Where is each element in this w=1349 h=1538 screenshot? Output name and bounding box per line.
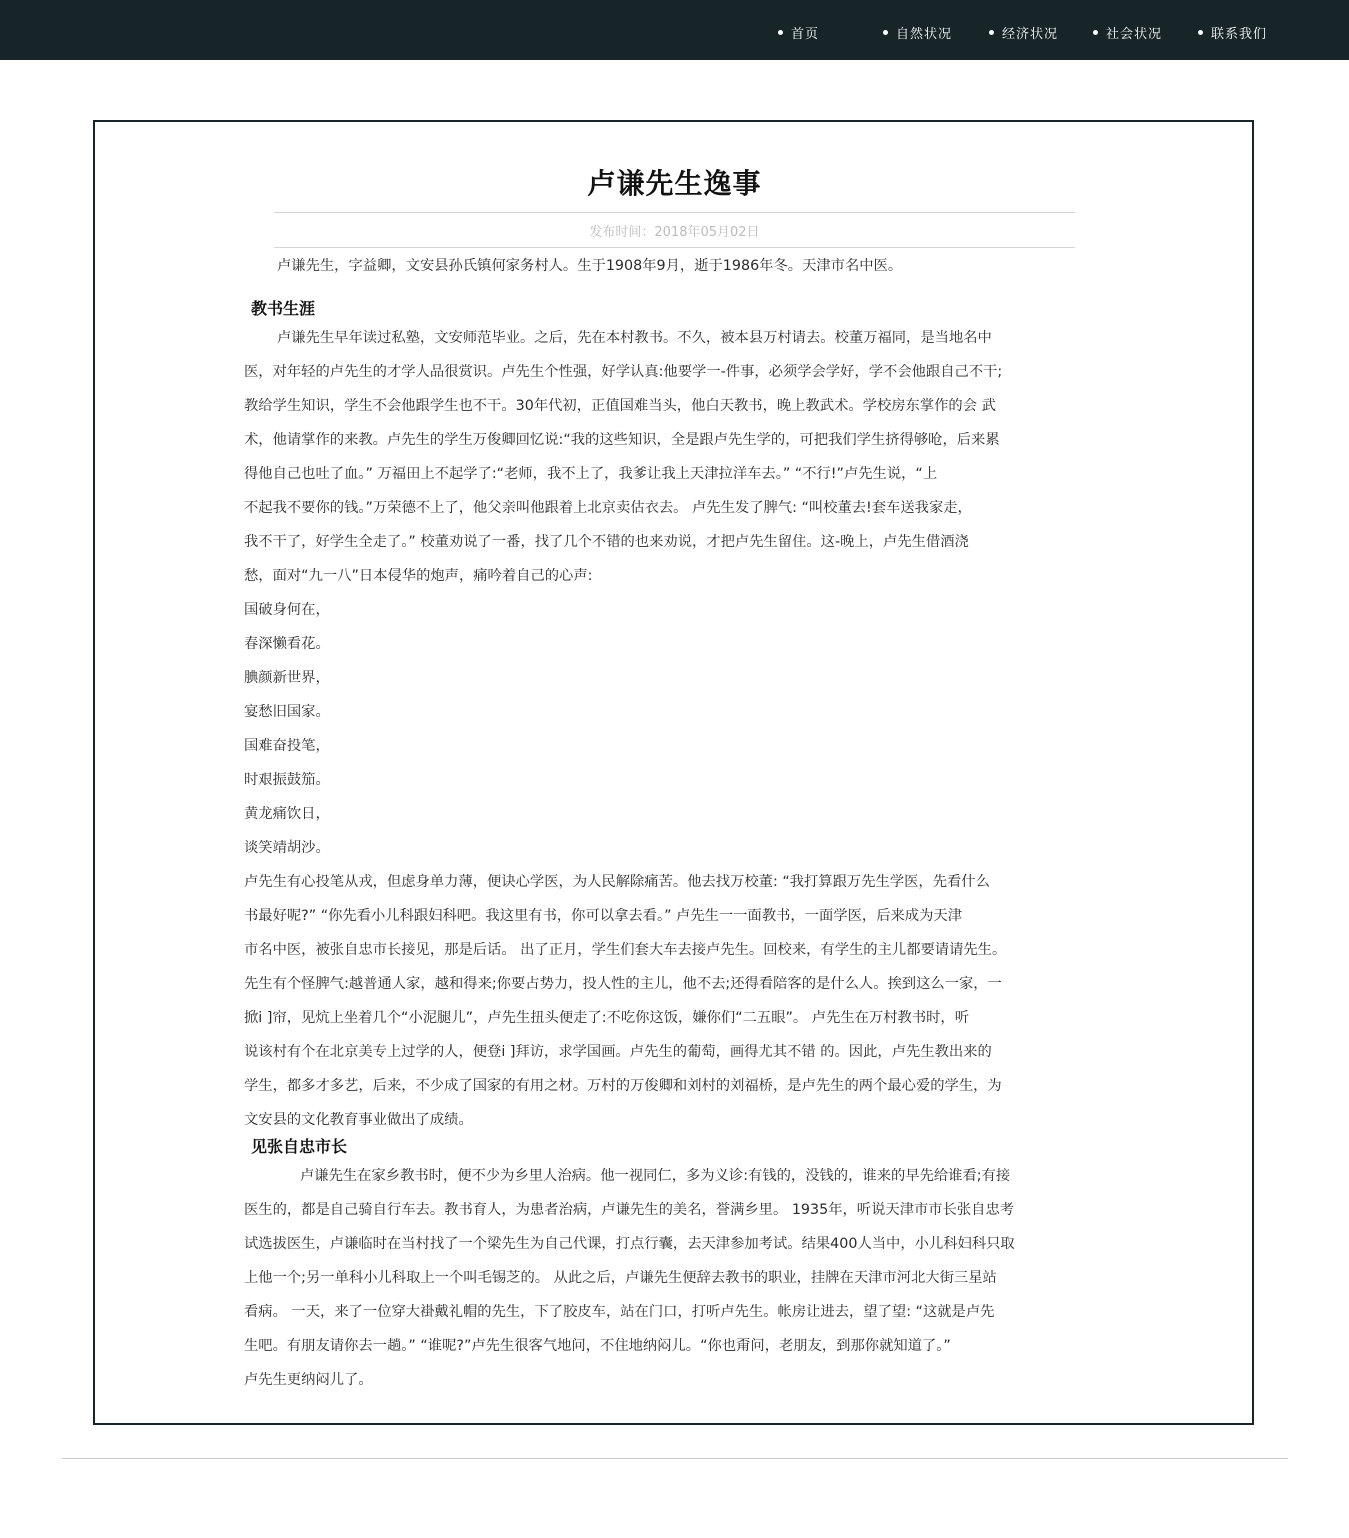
nav-item-society[interactable] xyxy=(1093,22,1162,42)
poem-line: 春深懒看花。 xyxy=(244,636,330,652)
paragraph-line: 教给学生知识，学生不会他跟学生也不干。30年代初，正值国难当头，他白天教书，晚上教武术。学校房东掌作的会 武 xyxy=(244,398,996,414)
article-title: 卢谦先生逸事 xyxy=(587,167,762,200)
paragraph-line: 上他一个;另一单科小儿科取上一个叫毛锡芝的。 从此之后，卢谦先生便辞去教书的职业，挂牌在天津市河北大街三星站 xyxy=(244,1270,997,1286)
section-heading: 见张自忠市长 xyxy=(251,1137,348,1156)
paragraph-line: 看病。 一天，来了一位穿大褂戴礼帽的先生，下了胶皮车，站在门口，打听卢先生。帐房让进去，望了望: “这就是卢先 xyxy=(244,1304,995,1320)
paragraph-line: 卢先生有心投笔从戎，但虑身单力薄，便诀心学医，为人民解除痛苦。他去找万校董: “我打算跟万先生学医，先看什么 xyxy=(244,874,990,890)
poem-line: 腆颜新世界， xyxy=(244,670,330,686)
publish-date: 发布时间：2018年05月02日 xyxy=(589,225,760,240)
paragraph-line: 术，他请掌作的来教。卢先生的学生万俊卿回忆说:“我的这些知识，全是跟卢先生学的，可把我们学生挤得够呛，后来累 xyxy=(244,432,1000,448)
bullet-icon xyxy=(1093,30,1098,35)
poem-line: 谈笑靖胡沙。 xyxy=(244,840,330,856)
paragraph-line: 卢先生更纳闷儿了。 xyxy=(244,1372,373,1388)
top-nav-bar xyxy=(0,0,1349,60)
paragraph-line: 掀i ]帘，见炕上坐着几个“小泥腿儿”，卢先生扭头便走了:不吃你这饭，嫌你们“二五眼”。 卢先生在万村教书时，听 xyxy=(244,1010,970,1026)
bullet-icon xyxy=(778,30,783,35)
nav-item-label: 经济状况 xyxy=(1002,26,1059,42)
poem-line: 国破身何在， xyxy=(244,602,330,618)
poem-line: 国难奋投笔， xyxy=(244,738,330,754)
paragraph-line: 愁，面对“九一八”日本侵华的炮声，痛吟着自己的心声: xyxy=(244,568,593,584)
nav-item-label: 自然状况 xyxy=(896,26,953,42)
bullet-icon xyxy=(1198,30,1203,35)
paragraph-line: 医生的，都是自己骑自行车去。教书育人，为患者治病，卢谦先生的美名，誉满乡里。 1935年，听说天津市市长张自忠考 xyxy=(244,1202,1015,1218)
paragraph-line: 我不干了，好学生全走了。” 校董劝说了一番，找了几个不错的也来劝说，才把卢先生留住。这-晚上，卢先生借酒浇 xyxy=(244,534,969,550)
paragraph-line: 医，对年轻的卢先生的才学人品很赏识。卢先生个性强，好学认真:他要学一-件事，必须学会学好，学不会他跟自己不干; xyxy=(244,364,1003,380)
poem-line: 黄龙痛饮日， xyxy=(244,806,330,822)
paragraph-line: 市名中医，被张自忠市长接见，那是后话。 出了正月，学生们套大车去接卢先生。回校来，有学生的主儿都要请请先生。 xyxy=(244,942,1007,958)
paragraph-line: 说该村有个在北京美专上过学的人，便登i ]拜访，求学国画。卢先生的葡萄，画得尤其不错 的。因此，卢先生教出来的 xyxy=(244,1044,992,1060)
paragraph-line: 试选拔医生，卢谦临时在当村找了一个梁先生为自己代课，打点行囊，去天津参加考试。结果400人当中，小儿科妇科只取 xyxy=(244,1236,1015,1252)
paragraph-line: 学生，都多才多艺，后来，不少成了国家的有用之材。万村的万俊卿和刘村的刘福桥，是卢先生的两个最心爱的学生，为 xyxy=(244,1078,1002,1094)
paragraph-line: 书最好呢?” “你先看小儿科跟妇科吧。我这里有书，你可以拿去看。” 卢先生一一面教书，一面学医，后来成为天津 xyxy=(244,908,962,924)
poem-line: 宴愁旧国家。 xyxy=(244,704,330,720)
paragraph-line: 生吧。有朋友请你去一趟。” “谁呢?”卢先生很客气地问，不住地纳闷儿。“你也甭问，老朋友，到那你就知道了。” xyxy=(244,1338,951,1354)
paragraph-line: 先生有个怪脾气:越普通人家，越和得来;你要占势力，投人性的主儿，他不去;还得看陪客的是什么人。挨到这么一家，一 xyxy=(244,976,1002,992)
paragraph-line: 文安县的文化教育事业做出了成绩。 xyxy=(244,1112,473,1128)
nav-item-label: 联系我们 xyxy=(1211,26,1268,42)
date-divider xyxy=(274,247,1075,248)
nav-item-label: 社会状况 xyxy=(1106,26,1163,42)
nav-item-home[interactable] xyxy=(778,22,819,42)
nav-item-economy[interactable] xyxy=(989,22,1058,42)
title-divider xyxy=(274,212,1075,213)
paragraph-line: 不起我不要你的钱。”万荣德不上了，他父亲叫他跟着上北京卖估衣去。 卢先生发了脾气: “叫校董去!套车送我家走， xyxy=(244,500,972,516)
paragraph-line: 得他自己也吐了血。” 万福田上不起学了:“老师，我不上了，我爹让我上天津拉洋车去。” “不行!”卢先生说，“上 xyxy=(244,466,938,482)
nav-item-natural[interactable] xyxy=(883,22,952,42)
bullet-icon xyxy=(883,30,888,35)
section-heading: 教书生涯 xyxy=(251,299,316,318)
poem-line: 时艰振鼓笳。 xyxy=(244,772,330,788)
paragraph-line: 卢谦先生早年读过私塾，文安师范毕业。之后，先在本村教书。不久，被本县万村请去。校董万福同，是当地名中 xyxy=(277,330,992,346)
nav-item-contact[interactable] xyxy=(1198,22,1267,42)
intro-paragraph: 卢谦先生，字益卿，文安县孙氏镇何家务村人。生于1908年9月，逝于1986年冬。天津市名中医。 xyxy=(277,258,903,274)
bullet-icon xyxy=(989,30,994,35)
paragraph-line: 卢谦先生在家乡教书时，便不少为乡里人治病。他一视同仁，多为义诊:有钱的，没钱的，谁来的早先给谁看;有接 xyxy=(300,1168,1011,1184)
nav-item-label: 首页 xyxy=(791,26,820,42)
footer-divider xyxy=(62,1458,1288,1459)
